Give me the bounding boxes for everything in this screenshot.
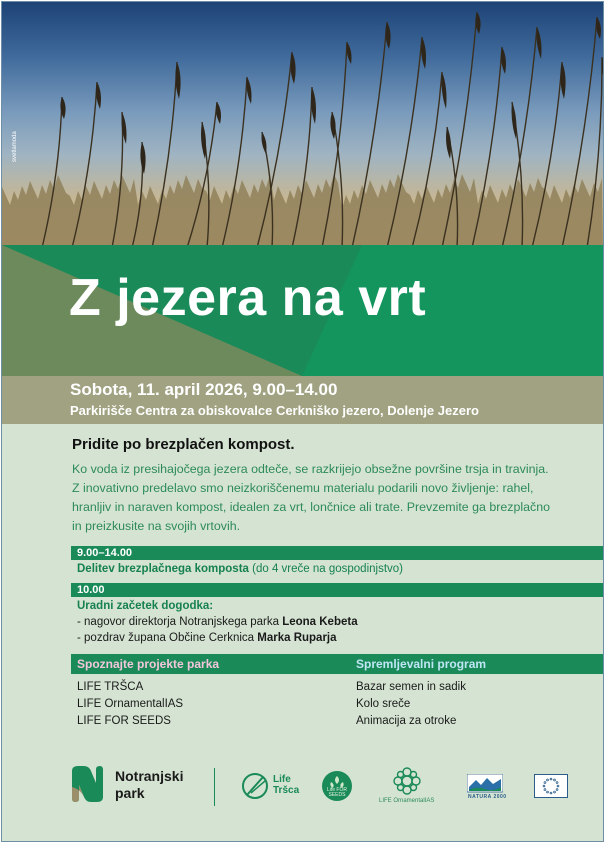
natura-2000-text: NATURA 2000 <box>468 794 507 800</box>
project-item: LIFE OrnamentalIAS <box>77 698 184 710</box>
reed-plume <box>347 42 352 64</box>
park-name-line2: park <box>115 785 145 801</box>
schedule-item-1-note: (do 4 vreče na gospodinjstvo) <box>252 563 403 575</box>
footer-divider <box>214 768 215 806</box>
poster <box>1 1 604 842</box>
notranjski-park-logo-icon <box>70 765 104 803</box>
official-opening-title: Uradni začetek dogodka: <box>77 600 214 612</box>
event-title: Z jezera na vrt <box>69 269 427 327</box>
reed-plume <box>385 22 390 49</box>
program-heading: Spremljevalni program <box>356 657 487 671</box>
schedule-time-2: 10.00 <box>71 583 604 597</box>
reed-plume <box>596 17 601 39</box>
reed-plume <box>201 122 206 159</box>
schedule-item-1-title: Delitev brezplačnega komposta <box>77 563 249 575</box>
schedule-subitem <box>77 616 358 628</box>
reed-plume <box>290 52 295 84</box>
subitem-name: Marka Ruparja <box>257 632 337 644</box>
reed-plume <box>311 87 316 124</box>
life-trsca-line2: Tršca <box>273 785 300 796</box>
reed-plume <box>140 142 145 174</box>
reed-plume <box>512 102 517 139</box>
notranjski-park-name <box>115 768 183 802</box>
intro-headline: Pridite po brezplačen kompost. <box>72 436 295 453</box>
columns-header-bar <box>71 654 604 674</box>
event-date: Sobota, 11. april 2026, 9.00–14.00 <box>70 380 338 399</box>
life-trsca-line1: Life <box>273 774 291 785</box>
projects-list <box>77 679 183 730</box>
reed-plume <box>501 47 506 74</box>
reed-plume <box>247 77 252 104</box>
reed-plume <box>262 132 267 154</box>
program-item: Bazar semen in sadik <box>356 681 466 693</box>
program-item: Animacija za otroke <box>356 715 457 727</box>
project-item: LIFE TRŠCA <box>77 681 144 693</box>
reed-plume <box>560 62 565 99</box>
eu-flag-icon <box>534 774 568 798</box>
reed-plume <box>475 12 480 34</box>
life-for-seeds-text: Life FOR SEEDS <box>326 787 347 798</box>
schedule-item-1 <box>77 563 403 575</box>
photo-credit-text: svetlamoda <box>12 131 18 162</box>
subitem-name: Leona Kebeta <box>282 616 358 628</box>
reed-plume <box>446 127 451 159</box>
life-ornamental-text: LIFE OrnamentalIAS <box>379 798 435 804</box>
life-ornamental-logo-icon <box>392 767 422 795</box>
reed-illustration <box>2 2 603 248</box>
life-trsca-logo-icon <box>241 771 271 801</box>
reed-plume <box>175 62 180 99</box>
schedule-time-1: 9.00–14.00 <box>71 546 604 560</box>
event-place: Parkirišče Centra za obiskovalce Cerkniško jezero, Dolenje Jezero <box>70 403 479 418</box>
photo-credit <box>12 106 26 166</box>
projects-heading: Spoznajte projekte parka <box>77 657 220 671</box>
life-trsca-text <box>273 774 299 796</box>
reed-plume <box>216 102 221 124</box>
reed-plume <box>537 27 542 59</box>
grass-ground <box>2 174 603 248</box>
program-list <box>356 679 466 730</box>
schedule-item-2-title <box>77 600 213 612</box>
program-item: Kolo sreče <box>356 698 411 710</box>
schedule-subitem <box>77 632 337 644</box>
subitem-prefix: - pozdrav župana Občine Cerknica <box>77 632 258 644</box>
park-name-line1: Notranjski <box>115 768 184 784</box>
reed-plume <box>442 72 447 109</box>
reed-plume <box>96 82 101 109</box>
intro-text: Ko voda iz presihajočega jezera odteče, se razkrijejo obsežne površine trsja in travinja. Z inovativno predelavo smo neizkoriščenemu materialu podarili novo življenje: rahel, hranljiv in naraven kompost, idealen za vrt, lončnice ali trate. Prevzemite ga brezplačno in preizkusite na svojih vrtovih. <box>72 462 550 533</box>
reed-photo <box>2 2 603 248</box>
reed-plume <box>421 37 426 69</box>
reed-plume <box>330 112 335 139</box>
project-item: LIFE FOR SEEDS <box>77 715 171 727</box>
subitem-prefix: - nagovor direktorja Notranjskega parka <box>77 616 283 628</box>
